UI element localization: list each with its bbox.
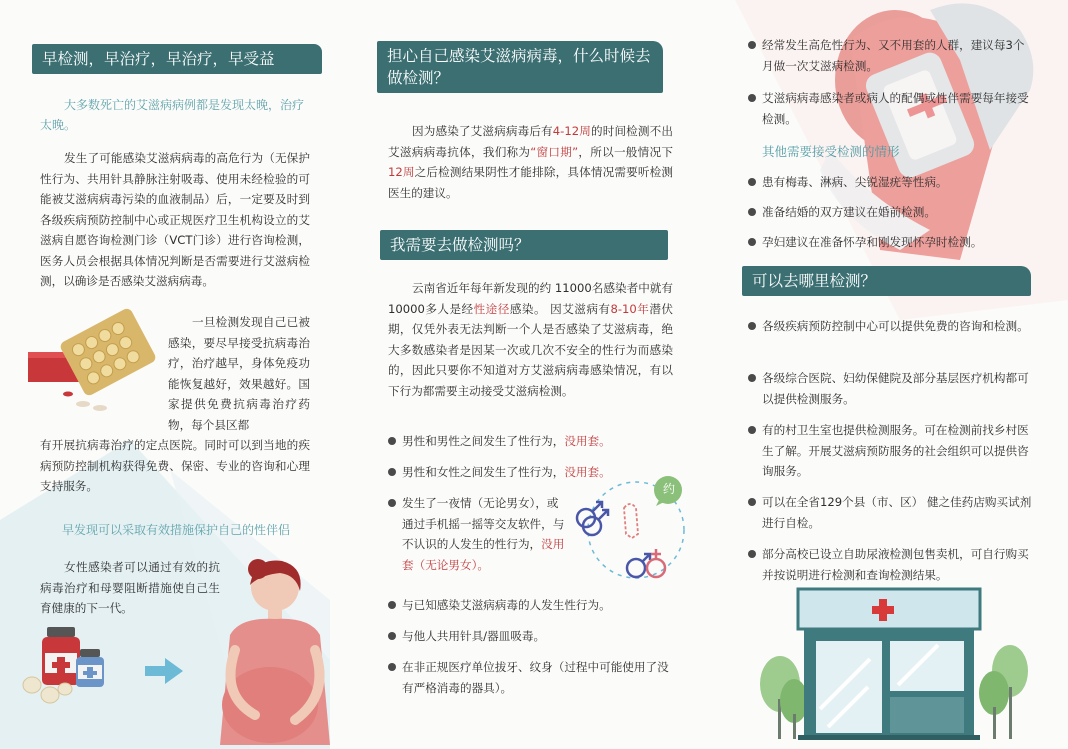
- window-text-1: 因为感染了艾滋病病毒后有: [412, 124, 553, 138]
- list-item-highlight: 没用套。: [564, 434, 611, 448]
- section-title-early-detection: 早检测，早治疗，早治疗，早受益: [32, 44, 322, 74]
- stats-highlight-2: 8-10年: [610, 301, 650, 316]
- list-item-text: 患有梅毒、淋病、尖锐湿疣等性病。: [762, 175, 948, 189]
- list-item-highlight: 没用套。: [564, 465, 611, 479]
- list-item: [388, 493, 566, 575]
- pregnant-woman-icon: [200, 555, 350, 745]
- lead-text: 大多数死亡的艾滋病病例都是发现太晚，治疗太晚。: [40, 98, 305, 132]
- list-item-text: 男性和女性之间发生了性行为，: [402, 465, 565, 479]
- list-item: [748, 368, 1033, 409]
- stats-text-1: 云南省近年每年新发现的约 11000名感染者中就有10000多人是经: [388, 281, 673, 316]
- bullet-icon: [748, 322, 756, 330]
- bullet-icon: [388, 468, 396, 476]
- section-title-need-test: 我需要去做检测吗？: [380, 230, 668, 260]
- pill-blister-icon: [28, 312, 158, 412]
- bullet-icon: [388, 499, 396, 507]
- list-item-text: 各级疾病预防控制中心可以提供免费的咨询和检测。: [762, 319, 1029, 333]
- stats-text-3: 潜伏期，仅凭外表无法判断一个人是否感染了艾滋病毒，绝大多数感染者是因某一次或几次不安全的性行为而感染的，因此只要你不知道对方艾滋病病毒感染情况，有以下行为都需要主动接受艾滋病检测。: [388, 301, 674, 398]
- arrow-right-icon: [145, 658, 185, 684]
- window-text-3: ，所以一般情况下: [578, 144, 673, 159]
- list-item-text: 发生了一夜情（无论男女），或通过手机摇一摇等交友软件，与不认识的人发生的性行为，: [402, 496, 565, 551]
- list-item: [748, 492, 1033, 533]
- bullet-icon: [748, 550, 756, 558]
- bullet-icon: [748, 208, 756, 216]
- paragraph-treatment: 一旦检测发现自己已被感染，要尽早接受抗病毒治疗，治疗越早，身体免疫功能恢复越好，效果越好。国家提供免费抗病毒治疗药物，每个县区都: [168, 315, 310, 432]
- list-item-text: 男性和男性之间发生了性行为，: [402, 434, 565, 448]
- bullet-icon: [748, 238, 756, 246]
- window-text-2: 的时间检测不出艾滋病病毒抗体，我们称为: [388, 124, 673, 159]
- bullet-icon: [748, 41, 756, 49]
- list-item: [748, 316, 1033, 337]
- bullet-icon: [388, 601, 396, 609]
- bullet-icon: [748, 426, 756, 434]
- list-item-text: 有的村卫生室也提供检测服务。可在检测前找乡村医生了解。开展艾滋病预防服务的社会组织可以提供咨询服务。: [762, 423, 1029, 478]
- section-title-when-test: 担心自己感染艾滋病病毒，什么时候去做检测？: [377, 41, 663, 93]
- clinic-building-icon: [758, 589, 1058, 749]
- list-item: [748, 202, 1033, 223]
- list-item-text: 在非正规医疗单位拔牙、纹身（过程中可能使用了没有严格消毒的器具）。: [402, 660, 669, 695]
- list-item-text: 经常发生高危性行为、又不用套的人群，建议每3个月做一次艾滋病检测。: [762, 38, 1025, 73]
- paragraph-high-risk: 发生了可能感染艾滋病病毒的高危行为（无保护性行为、共用针具静脉注射吸毒、使用未经检验的可能被艾滋病病毒污染的血液制品）后，一定要及时到各级疾病预防控制中心或正规医疗卫生机构设立的艾滋病自愿咨询检测门诊（VCT门诊）进行咨询检测，医务人员会根据具体情况判断是否需要进行艾滋病检测，以确诊是否感染艾滋病病毒。: [40, 151, 310, 288]
- stats-text-2: 感染。 因艾滋病有: [509, 301, 611, 316]
- list-item-text: 与已知感染艾滋病病毒的人发生性行为。: [402, 598, 611, 612]
- list-item-text: 艾滋病病毒感染者或病人的配偶或性伴需要每年接受检测。: [762, 91, 1029, 126]
- list-item: [748, 88, 1033, 129]
- window-highlight-1: 4-12周: [552, 124, 591, 138]
- list-item-text: 可以在全省129个县（市、区） 健之佳药店购买试剂进行自检。: [762, 495, 1032, 530]
- window-highlight-3: 12周: [388, 165, 415, 179]
- window-text-4: 之后检测结果阴性才能排除，具体情况需要听检测医生的建议。: [388, 165, 673, 200]
- bullet-icon: [388, 437, 396, 445]
- list-item: [748, 232, 1033, 253]
- list-item-text: 各级综合医院、妇幼保健院及部分基层医疗机构都可以提供检测服务。: [762, 371, 1029, 406]
- list-item: [748, 172, 1033, 193]
- list-item-text: 部分高校已设立自助尿液检测包售卖机，可自行购买并按说明进行检测和查询检测结果。: [762, 547, 1029, 582]
- list-item-text: 准备结婚的双方建议在婚前检测。: [762, 205, 936, 219]
- section-title-where-test: 可以去哪里检测？: [742, 266, 1031, 296]
- bullet-icon: [748, 178, 756, 186]
- list-item: [388, 595, 678, 616]
- list-item-text: 与他人共用针具/器皿吸毒。: [402, 629, 546, 643]
- list-item: [388, 657, 678, 698]
- list-item: [388, 431, 678, 452]
- list-item-highlight: 没用套（无论男女）。: [402, 537, 565, 572]
- bullet-icon: [748, 94, 756, 102]
- stats-highlight-1: 性途径: [473, 301, 510, 316]
- appointment-badge: 约: [662, 482, 675, 496]
- bullet-icon: [388, 663, 396, 671]
- paragraph-window-period: [388, 121, 673, 203]
- paragraph-treatment-cont: 有开展抗病毒治疗的定点医院。同时可以到当地的疾病预防控制机构获得免费、保密、专业的咨询和心理支持服务。: [40, 438, 310, 493]
- list-item: [748, 544, 1033, 585]
- paragraph-statistics: [388, 278, 673, 401]
- list-item: [748, 35, 1033, 76]
- subheading-protect-partner: 早发现可以采取有效措施保护自己的性伴侣: [62, 523, 291, 537]
- list-item-text: 孕妇建议在准备怀孕和刚发现怀孕时检测。: [762, 235, 983, 249]
- medicine-bottle-icon: [20, 625, 120, 705]
- list-item: [388, 626, 678, 647]
- bullet-icon: [748, 498, 756, 506]
- bullet-icon: [748, 374, 756, 382]
- paragraph-mother-baby: 女性感染者可以通过有效的抗病毒治疗和母婴阻断措施使自己生育健康的下一代。: [40, 560, 220, 615]
- window-highlight-2: “窗口期”: [530, 144, 579, 159]
- bullet-icon: [388, 632, 396, 640]
- subheading-other-cases: 其他需要接受检测的情形: [762, 144, 900, 159]
- list-item: [748, 420, 1033, 482]
